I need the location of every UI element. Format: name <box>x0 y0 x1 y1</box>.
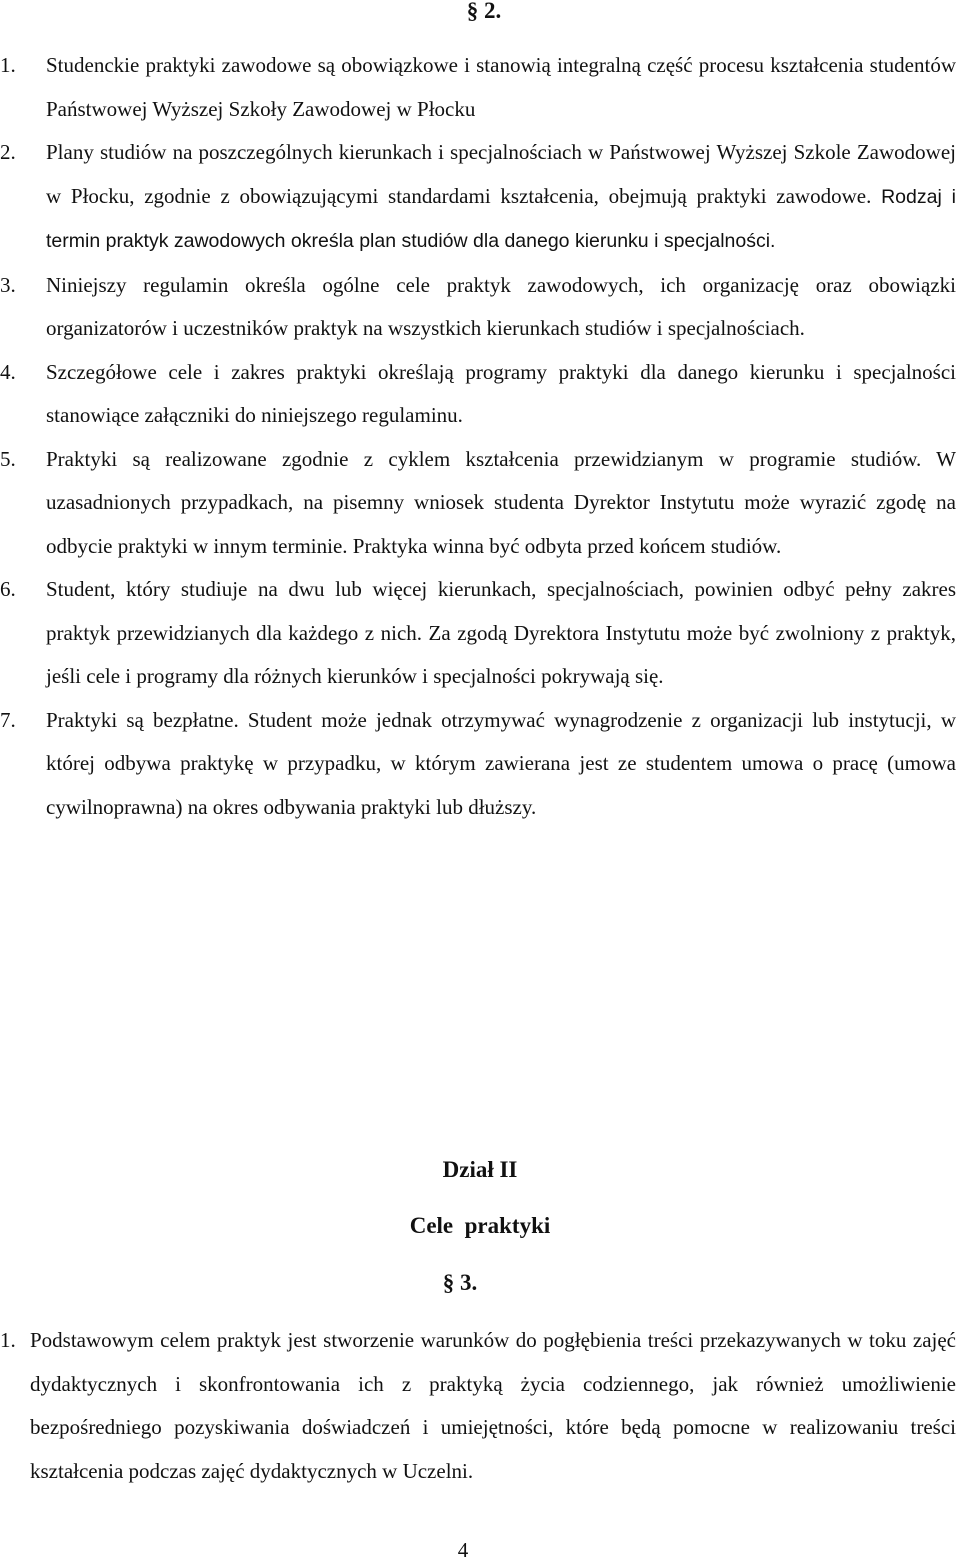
item-text: Niniejszy regulamin określa ogólne cele praktyk zawodowych, ich organizację oraz obowiązki organizatorów i uczestników praktyk na wszystkich kierunkach studiów i specjalnościach. <box>46 272 956 340</box>
item-text: Praktyki są realizowane zgodnie z cyklem kształcenia przewidzianym w programie studiów. W uzasadnionych przypadkach, na pisemny wniosek studenta Dyrektor Instytutu może wyrazić zgodę na odbycie praktyki w innym terminie. Praktyka winna być odbyta przed końcem studiów. <box>46 446 956 558</box>
list-item <box>0 699 960 830</box>
list-item <box>0 351 960 438</box>
list-item <box>0 131 960 264</box>
item-text: Szczegółowe cele i zakres praktyki określają programy praktyki dla danego kierunku i specjalności stanowiące załączniki do niniejszego regulaminu. <box>46 359 956 427</box>
item-text <box>46 131 956 264</box>
item-number: 7. <box>0 707 16 732</box>
list-item <box>0 438 960 569</box>
list-item <box>0 568 960 699</box>
item-number: 6. <box>0 577 16 601</box>
item-text-part: Plany studiów na poszczególnych kierunkach i specjalnościach w Państwowej Wyższej Szkole Zawodowej w Płocku, zgodnie z obowiązującymi standardami kształcenia, obejmują praktyki zawodowe. <box>46 140 956 208</box>
page-number: 4 <box>457 1538 469 1562</box>
list-item <box>0 264 960 351</box>
item-number: 1. <box>0 53 16 77</box>
section-3-list <box>0 1319 960 1493</box>
list-item <box>0 44 960 131</box>
list-item <box>0 1319 960 1493</box>
item-number: 3. <box>0 272 16 297</box>
item-text: Praktyki są bezpłatne. Student może jednak otrzymywać wynagrodzenie z organizacji lub instytucji, w której odbywa praktykę w przypadku, w którym zawierana jest ze studentem umowa o pracę (umowa cywilnoprawna) na okres odbywania praktyki lub dłuższy. <box>46 707 956 819</box>
division-title: Dział II <box>442 1157 518 1182</box>
item-number: 5. <box>0 446 16 471</box>
item-text: Student, który studiuje na dwu lub więcej kierunkach, specjalnościach, powinien odbyć pełny zakres praktyk przewidzianych dla każdego z nich. Za zgodą Dyrektora Instytutu może być zwolniony z praktyk, jeśli cele i programy dla różnych kierunków i specjalności pokrywają się. <box>46 577 956 688</box>
item-text: Podstawowym celem praktyk jest stworzenie warunków do pogłębienia treści przekazywanych w toku zajęć dydaktycznych i skonfrontowania ich z praktyką życia codziennego, jak również umożliwienie bezpośredniego pozyskiwania doświadczeń i umiejętności, które będą pomocne w realizowaniu treści kształcenia podczas zajęć dydaktycznych w Uczelni. <box>30 1328 956 1483</box>
item-number: 2. <box>0 140 16 164</box>
section-2-mark: § 2. <box>466 0 502 23</box>
section-3-mark: § 3. <box>442 1270 478 1295</box>
item-number: 4. <box>0 359 16 384</box>
section-2-list <box>0 44 960 829</box>
item-text-part: Rodzaj i termin praktyk zawodowych określa plan studiów dla danego kierunku i specjalności. <box>46 185 957 252</box>
item-number: 1. <box>0 1328 16 1352</box>
division-subtitle: Cele praktyki <box>409 1213 551 1238</box>
item-text: Studenckie praktyki zawodowe są obowiązkowe i stanowią integralną część procesu kształcenia studentów Państwowej Wyższej Szkoły Zawodowej w Płocku <box>46 53 956 121</box>
